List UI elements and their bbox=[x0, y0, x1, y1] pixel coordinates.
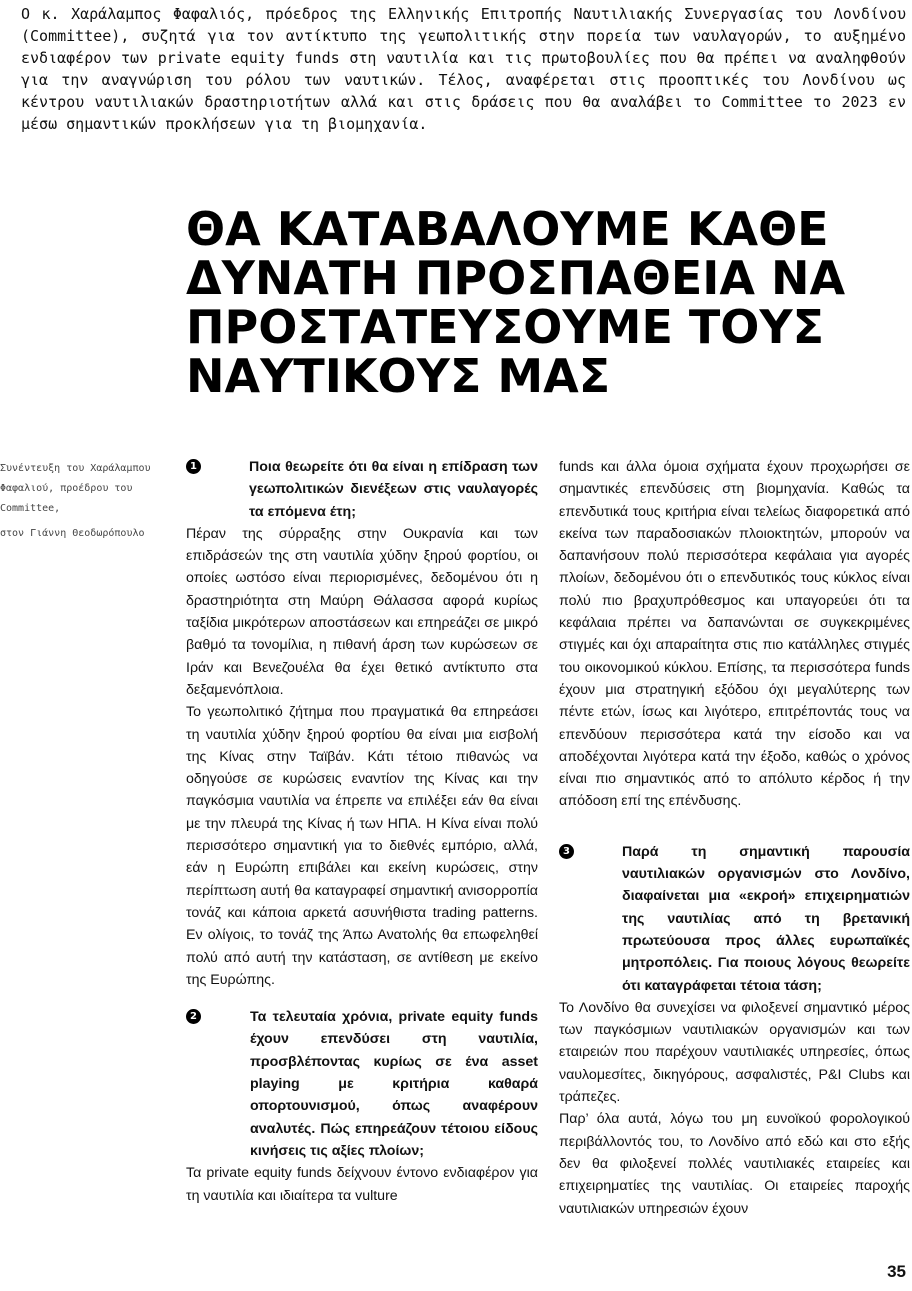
question-number-badge: 3 bbox=[559, 844, 574, 859]
page-number: 35 bbox=[887, 1262, 906, 1281]
question-number-badge: 2 bbox=[186, 1009, 201, 1024]
question-3 bbox=[559, 841, 910, 997]
question-2-text: Τα τελευταία χρόνια, private equity funds έχουν επενδύσει στη ναυτιλία, προσβλέποντας κυρίως σε ένα asset playing με κριτήρια καθαρά οπορτουνισμού, όπως αναφέρουν αναλυτές. Πώς επηρεάζουν τέτοιου είδους κινήσεις τις αξίες πλοίων; bbox=[250, 1009, 538, 1159]
text-column-right bbox=[559, 456, 910, 1220]
text-column-left bbox=[186, 456, 538, 1207]
byline-interviewer: στον Γιάννη Θεοδωρόπουλο bbox=[0, 528, 145, 539]
answer-1-paragraph-1: Πέραν της σύρραξης στην Ουκρανία και των επιδράσεών της στη ναυτιλία χύδην ξηρού φορτίου, οι οποίες ωστόσο είναι περιορισμένες, δεδομένου ότι η δραστηριότητα στη Μαύρη Θάλασσα αφορά κυρίως ταξίδια μικρότερων αποστάσεων και επηρεάζει σε μικρό βαθμό τα τονομίλια, η πιθανή άρση των κυρώσεων σε Ιράν και Βενεζουέλα θα έχει θετικό αντίκτυπο στα δεξαμενόπλοια. bbox=[186, 525, 538, 698]
question-2 bbox=[186, 1006, 538, 1162]
question-number-badge: 1 bbox=[186, 459, 201, 474]
byline bbox=[0, 459, 170, 544]
byline-interviewee: Συνέντευξη του Χαράλαμπου Φαφαλιού, προέδρου του Committee, bbox=[0, 463, 151, 514]
answer-2-paragraph-start: Τα private equity funds δείχνουν έντονο ενδιαφέρον για τη ναυτιλία και ιδιαίτερα τα vulture bbox=[186, 1165, 538, 1204]
question-1-text: Ποια θεωρείτε ότι θα είναι η επίδραση των γεωπολιτικών διενέξεων στις ναυλαγορές τα επόμενα έτη; bbox=[249, 459, 538, 520]
question-1 bbox=[186, 456, 538, 523]
answer-3-paragraph-2: Παρ’ όλα αυτά, λόγω του μη ευνοϊκού φορολογικού περιβάλλοντός του, το Λονδίνο από εδώ και στο εξής δεν θα φιλοξενεί πολλές ναυτιλιακές εταιρείες και επιχειρηματίες της ναυτιλίας. Οι εταιρείες παροχής ναυτιλιακών υπηρεσιών έχουν bbox=[559, 1111, 910, 1217]
question-3-text: Παρά τη σημαντική παρουσία ναυτιλιακών οργανισμών στο Λονδίνο, διαφαίνεται μια «εκροή» επιχειρηματιών της ναυτιλίας από τη βρετανική πρωτεύουσα προς άλλες ευρωπαϊκές μητροπόλεις. Για ποιους λόγους θεωρείτε ότι καταγράφεται τέτοια τάση; bbox=[622, 843, 910, 994]
answer-2-paragraph-continued: funds και άλλα όμοια σχήματα έχουν προχωρήσει σε σημαντικές επενδύσεις στη βιομηχανία. Καθώς τα επενδυτικά τους κριτήρια είναι τελείως διαφορετικά από εκείνα των παραδοσιακών πλοιοκτητών, μπορούν να δαπανήσουν πολύ περισσότερα κεφάλαια για αγορές πλοίων, δεδομένου ότι ο επενδυτικός τους κύκλος είναι πολύ πιο βραχυπρόθεσμος και υπαγορεύει ότι τα κεφάλαια πρέπει να δαπανώνται σε συγκεκριμένες στιγμές και όχι απαραίτητα στις πιο κατάλληλες στιγμές του οικονομικού κύκλου. Επίσης, τα περισσότερα funds έχουν μια στρατηγική εξόδου όχι μεγαλύτερης των πέντε ετών, ίσως και λιγότερο, επιτρέποντάς τους να επενδύουν περισσότερα κατά την είσοδο και να αποδέχονται λιγότερα κατά την έξοδο, καθώς ο χρόνος είναι πιο σημαντικός από το απόλυτο κέρδος ή την απόδοση επί της επένδυσης. bbox=[559, 459, 910, 810]
answer-1-paragraph-2: Το γεωπολιτικό ζήτημα που πραγματικά θα επηρεάσει τη ναυτιλία χύδην ξηρού φορτίου θα είναι μια εισβολή της Κίνας στην Ταϊβάν. Κάτι τέτοιο πιθανώς να οδηγούσε σε κυρώσεις εναντίον της Κίνας και την παγκόσμια ναυτιλία να έπρεπε να επιλέξει εάν θα είναι με την πλευρά της Κίνας ή των ΗΠΑ. Η Κίνα είναι πολύ περισσότερο σημαντική για το διεθνές εμπόριο, αλλά, εάν η Ευρώπη επιβάλει και εκείνη κυρώσεις, στην περίπτωση αυτή θα καταγραφεί σημαντική ανισορροπία τονάζ και κάποια αρκετά ασυνήθιστα trading patterns. Εν ολίγοις, το τονάζ της Άπω Ανατολής θα επωφεληθεί πολύ από αυτή την κατάσταση, σε αντίθεση με εκείνο της Ευρώπης. bbox=[186, 704, 538, 988]
answer-3-paragraph-1: Το Λονδίνο θα συνεχίσει να φιλοξενεί σημαντικό μέρος των παγκόσμιων ναυτιλιακών οργανισμών και των εταιρειών που παρέχουν ναυτιλιακές υπηρεσίες, όπως ναυλομεσίτες, δικηγόρους, ασφαλιστές, P&I Clubs και τράπεζες. bbox=[559, 999, 910, 1106]
intro-paragraph: Ο κ. Χαράλαμπος Φαφαλιός, πρόεδρος της Ελληνικής Επιτροπής Ναυτιλιακής Συνεργασίας του Λονδίνου (Committee), συζητά για τον αντίκτυπο της γεωπολιτικής στην πορεία των ναυλαγορών, το αυξημένο ενδιαφέρον των private equity funds στη ναυτιλία και τις πρωτοβουλίες που θα πρέπει να αναληφθούν για την αναγνώριση του ρόλου των ναυτικών. Τέλος, αναφέρεται στις προοπτικές του Λονδίνου ως κέντρου ναυτιλιακών δραστηριοτήτων αλλά και στις δράσεις που θα αναλάβει το Committee το 2023 εν μέσω σημαντικών προκλήσεων για τη βιομηχανία. bbox=[21, 5, 906, 133]
article-headline: ΘΑ ΚΑΤΑΒΑΛΟΥΜΕ ΚΑΘΕ ΔΥΝΑΤΗ ΠΡΟΣΠΑΘΕΙΑ ΝΑ ΠΡΟΣΤΑΤΕΥΣΟΥΜΕ ΤΟΥΣ ΝΑΥΤΙΚΟΥΣ ΜΑΣ bbox=[186, 202, 846, 403]
